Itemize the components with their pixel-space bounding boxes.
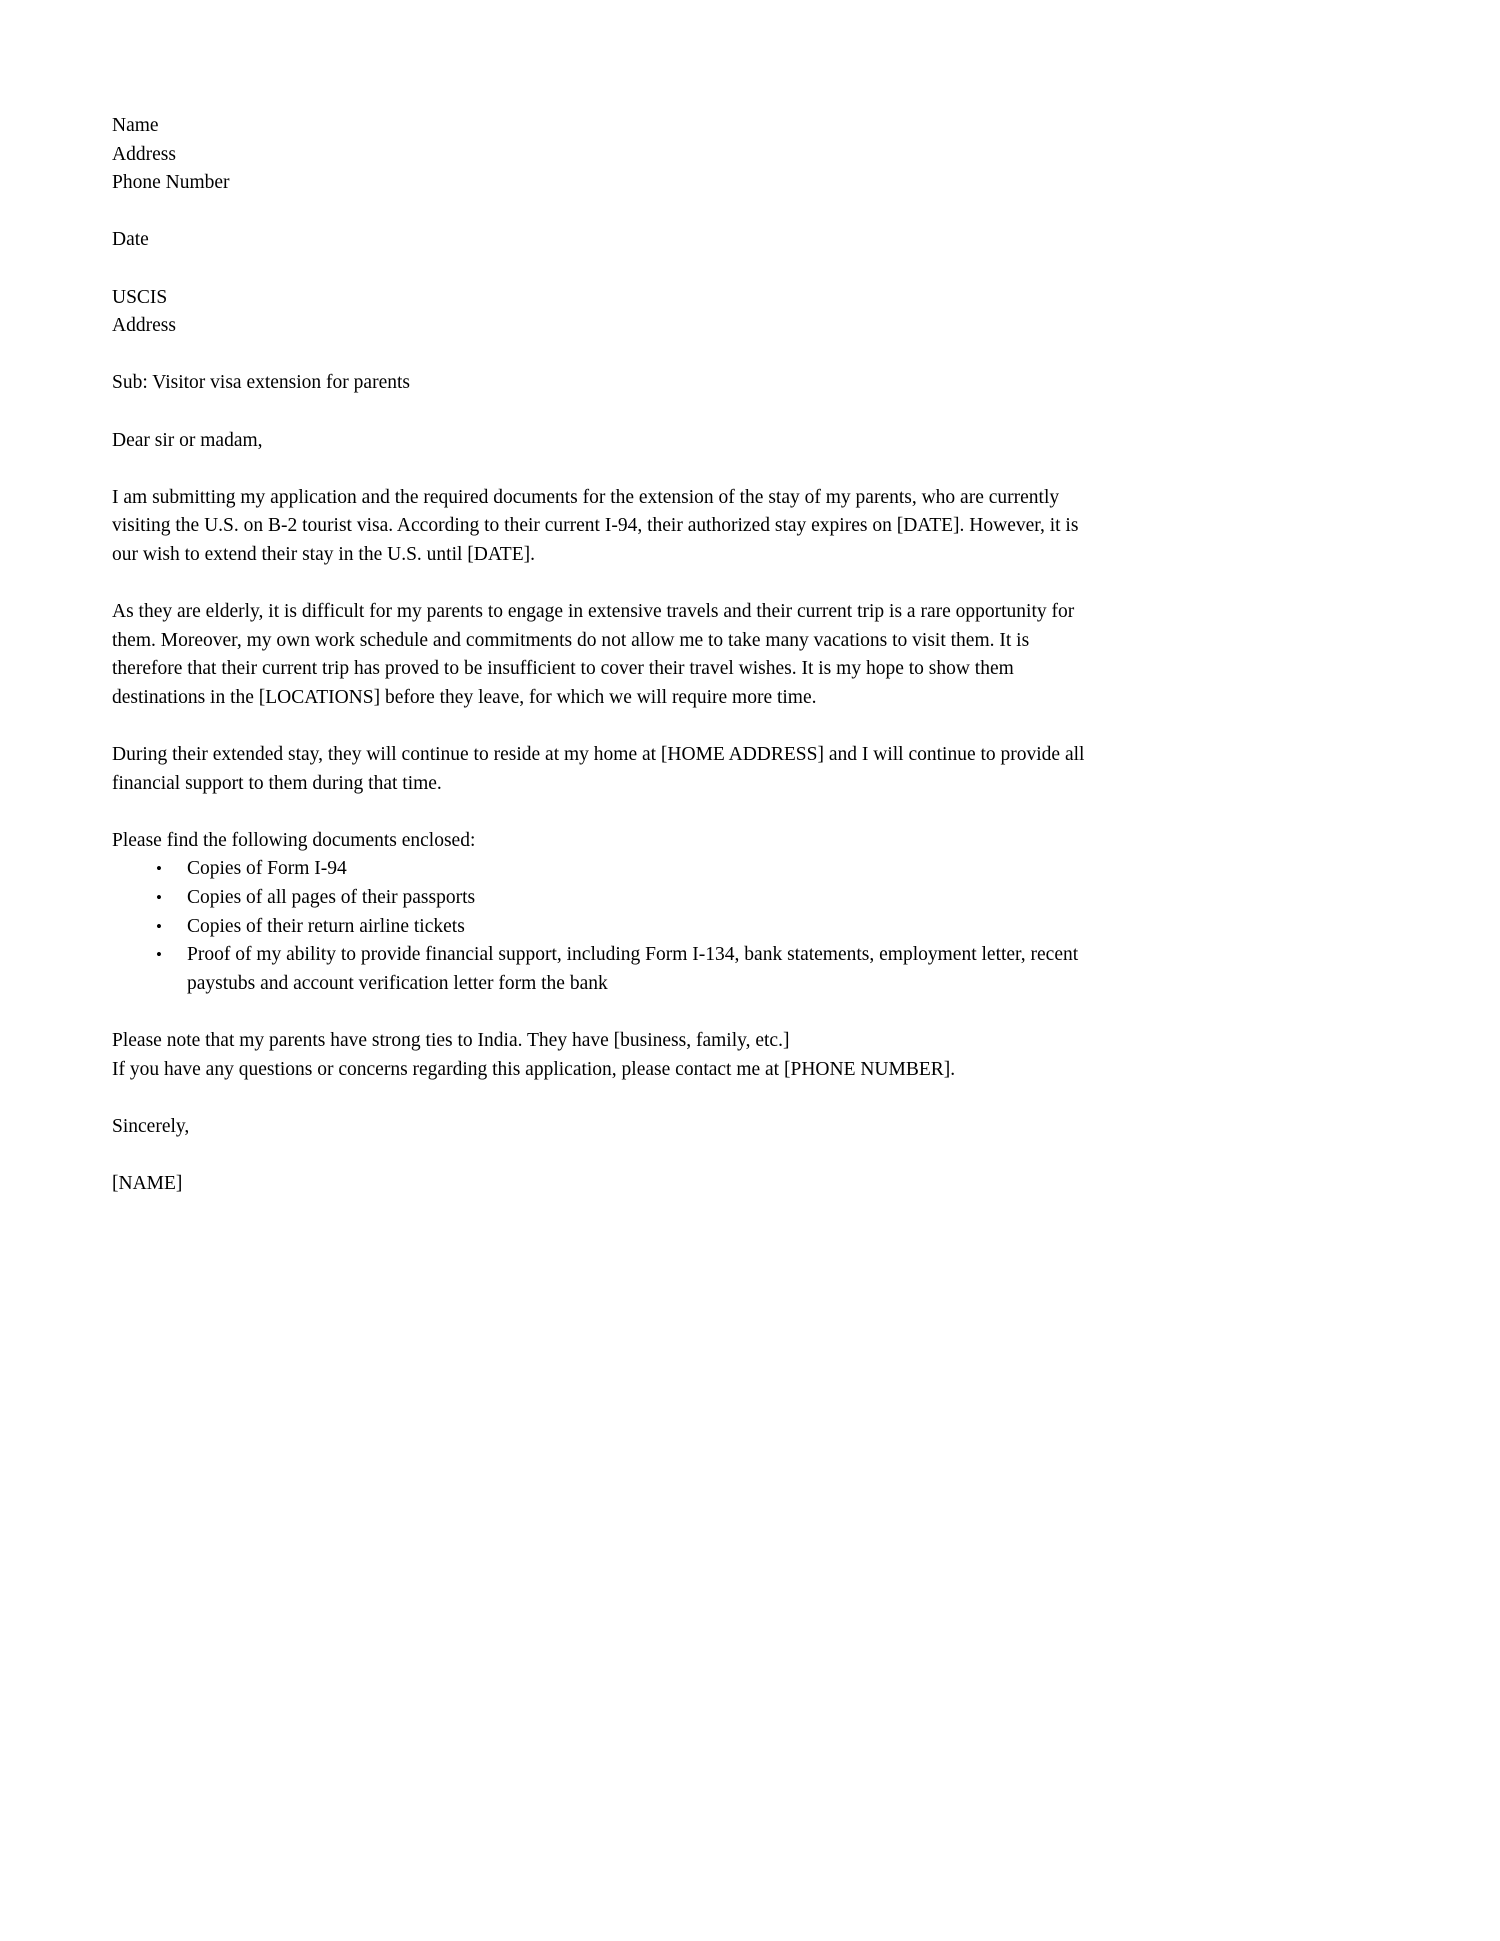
list-item-label: Copies of Form I-94 (187, 858, 347, 880)
date-line: Date (112, 229, 149, 251)
spacer-after-salutation (112, 455, 1102, 484)
list-item-label: Copies of their return airline tickets (187, 915, 465, 937)
spacer-after-valediction (112, 1141, 1102, 1170)
signature-name: [NAME] (112, 1172, 183, 1194)
recipient-agency-line: USCIS (112, 286, 168, 308)
spacer-after-recipient (112, 341, 1102, 370)
bullet-icon: • (156, 945, 162, 965)
bullet-icon: • (156, 916, 162, 936)
spacer-after-p1 (112, 570, 1102, 599)
enclosures-intro: Please find the following documents enclosed: (112, 829, 476, 851)
paragraph-application-submission: I am submitting my application and the required documents for the extension of the stay of my parents, who are currently visiting the U.S. on B-2 tourist visa. According to their current I-94, their authorized stay expires on [DATE]. However, it is our wish to extend their stay in the U.S. until [DATE]. (112, 486, 1079, 565)
sender-phone-line: Phone Number (112, 172, 230, 194)
enclosures-list (112, 855, 1102, 998)
salutation: Dear sir or madam, (112, 429, 263, 451)
spacer-after-enclosures (112, 998, 1102, 1027)
letter-body (112, 112, 1102, 1199)
list-item-label: Proof of my ability to provide financial support, including Form I-134, bank statements, employment letter, recent paystubs and account verification letter form the bank (187, 944, 1079, 994)
sender-name-line: Name (112, 115, 159, 136)
spacer-after-subject (112, 398, 1102, 427)
spacer-after-p2 (112, 712, 1102, 741)
sender-block (112, 112, 1102, 198)
spacer-after-date (112, 255, 1102, 284)
bullet-icon: • (156, 859, 162, 879)
paragraph-strong-ties: Please note that my parents have strong ties to India. They have [business, family, etc.] (112, 1030, 790, 1051)
paragraph-residence-and-support: During their extended stay, they will continue to reside at my home at [HOME ADDRESS] and I will continue to provide all financial support to them during that time. (112, 744, 1085, 794)
paragraph-contact-info: If you have any questions or concerns regarding this application, please contact me at [PHONE NUMBER]. (112, 1058, 956, 1080)
spacer-after-sender (112, 198, 1102, 227)
paragraph-elderly-parents-reason: As they are elderly, it is difficult for my parents to engage in extensive travels and their current trip is a rare opportunity for them. Moreover, my own work schedule and commitments do not allow me to take many vacations to visit them. It is therefore that their current trip has proved to be insufficient to cover their travel wishes. It is my hope to show them destinations in the [LOCATIONS] before they leave, for which we will require more time. (112, 601, 1075, 708)
valediction: Sincerely, (112, 1115, 190, 1137)
recipient-address-line: Address (112, 315, 176, 337)
recipient-block (112, 284, 1102, 341)
list-item-label: Copies of all pages of their passports (187, 887, 476, 909)
spacer-after-p3 (112, 798, 1102, 827)
list-item (112, 941, 1102, 998)
list-item (112, 913, 1102, 942)
bullet-icon: • (156, 888, 162, 908)
list-item (112, 855, 1102, 884)
spacer-after-p4 (112, 1084, 1102, 1113)
list-item (112, 884, 1102, 913)
sender-address-line: Address (112, 143, 176, 165)
subject-line: Sub: Visitor visa extension for parents (112, 372, 410, 394)
